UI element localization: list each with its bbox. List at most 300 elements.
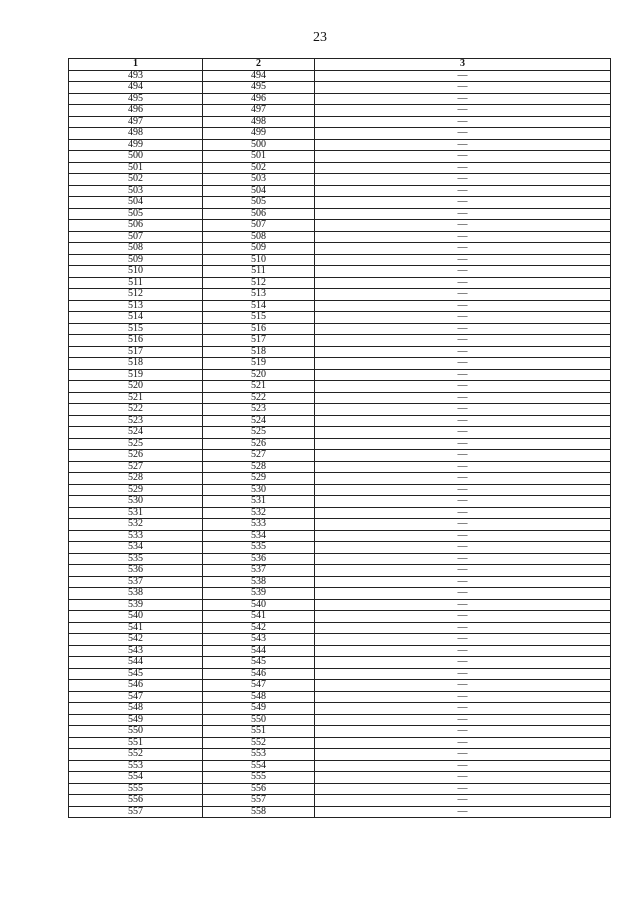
table-cell-col1: 497 (69, 116, 203, 128)
table-row (69, 611, 611, 623)
table-cell-col2: 514 (203, 300, 315, 312)
table-row (69, 139, 611, 151)
table-cell-col1: 507 (69, 231, 203, 243)
dash-mark: — (457, 576, 468, 587)
table-row (69, 519, 611, 531)
table-row (69, 128, 611, 140)
dash-mark: — (457, 438, 468, 449)
column-header-1: 1 (69, 59, 203, 71)
table-cell-col1: 503 (69, 185, 203, 197)
table-cell-col3 (315, 185, 611, 197)
table-cell-col3 (315, 599, 611, 611)
table-cell-col3 (315, 162, 611, 174)
table-cell-col3 (315, 404, 611, 416)
table-cell-col2: 515 (203, 312, 315, 324)
table-cell-col1: 541 (69, 622, 203, 634)
table-cell-col3 (315, 277, 611, 289)
table-cell-col3 (315, 473, 611, 485)
table-cell-col2: 544 (203, 645, 315, 657)
table-cell-col2: 499 (203, 128, 315, 140)
dash-mark: — (457, 783, 468, 794)
dash-mark: — (457, 794, 468, 806)
table-cell-col2: 528 (203, 461, 315, 473)
table-cell-col2: 496 (203, 93, 315, 105)
table-cell-col1: 498 (69, 128, 203, 140)
table-cell-col2: 546 (203, 668, 315, 680)
dash-mark: — (457, 150, 468, 162)
table-cell-col3 (315, 703, 611, 715)
dash-mark: — (457, 116, 468, 127)
table-cell-col1: 547 (69, 691, 203, 703)
dash-mark: — (457, 392, 468, 403)
table-cell-col1: 550 (69, 726, 203, 738)
dash-mark: — (457, 633, 468, 645)
dash-mark: — (457, 288, 468, 300)
table-row (69, 599, 611, 611)
table-row (69, 645, 611, 657)
table-cell-col3 (315, 760, 611, 772)
dash-mark: — (457, 725, 468, 737)
table-cell-col1: 533 (69, 530, 203, 542)
dash-mark: — (457, 553, 468, 564)
table-cell-col3 (315, 461, 611, 473)
table-header-row (69, 59, 611, 71)
table-cell-col2: 518 (203, 346, 315, 358)
dash-mark: — (457, 162, 468, 173)
table-cell-col2: 548 (203, 691, 315, 703)
table-cell-col1: 494 (69, 82, 203, 94)
dash-mark: — (457, 760, 468, 771)
table-cell-col3 (315, 507, 611, 519)
table-row (69, 726, 611, 738)
table-cell-col2: 513 (203, 289, 315, 301)
table-row (69, 335, 611, 347)
table-row (69, 553, 611, 565)
table-cell-col2: 543 (203, 634, 315, 646)
table-cell-col2: 530 (203, 484, 315, 496)
table-cell-col2: 540 (203, 599, 315, 611)
table-cell-col2: 552 (203, 737, 315, 749)
dash-mark: — (457, 461, 468, 472)
table-cell-col3 (315, 266, 611, 278)
table-cell-col2: 498 (203, 116, 315, 128)
table-row (69, 312, 611, 324)
table-cell-col3 (315, 519, 611, 531)
table-cell-col2: 506 (203, 208, 315, 220)
table-cell-col3 (315, 139, 611, 151)
table-cell-col2: 554 (203, 760, 315, 772)
table-cell-col3 (315, 312, 611, 324)
table-cell-col2: 551 (203, 726, 315, 738)
table-cell-col3 (315, 105, 611, 117)
table-cell-col1: 504 (69, 197, 203, 209)
table-cell-col1: 555 (69, 783, 203, 795)
dash-mark: — (457, 300, 468, 311)
table-cell-col3 (315, 254, 611, 266)
table-cell-col1: 511 (69, 277, 203, 289)
table-cell-col1: 542 (69, 634, 203, 646)
table-cell-col3 (315, 243, 611, 255)
dash-mark: — (457, 81, 468, 93)
table-cell-col1: 535 (69, 553, 203, 565)
table-cell-col1: 508 (69, 243, 203, 255)
table-cell-col3 (315, 588, 611, 600)
table-cell-col3 (315, 542, 611, 554)
dash-mark: — (457, 564, 468, 576)
table-cell-col2: 524 (203, 415, 315, 427)
table-cell-col2: 526 (203, 438, 315, 450)
table-row (69, 783, 611, 795)
table-cell-col3 (315, 346, 611, 358)
table-row (69, 668, 611, 680)
table-cell-col3 (315, 300, 611, 312)
dash-mark: — (457, 403, 468, 415)
table-cell-col2: 516 (203, 323, 315, 335)
table-row (69, 795, 611, 807)
dash-mark: — (457, 472, 468, 484)
table-cell-col1: 500 (69, 151, 203, 163)
table-cell-col3 (315, 392, 611, 404)
page-number: 23 (313, 30, 327, 45)
table-cell-col1: 554 (69, 772, 203, 784)
dash-mark: — (457, 771, 468, 783)
dash-mark: — (457, 599, 468, 610)
table-row (69, 82, 611, 94)
table-cell-col3 (315, 576, 611, 588)
table-row (69, 369, 611, 381)
table-cell-col2: 541 (203, 611, 315, 623)
table-row (69, 70, 611, 82)
dash-mark: — (457, 415, 468, 426)
table-row (69, 404, 611, 416)
dash-mark: — (457, 254, 468, 265)
dash-mark: — (457, 346, 468, 357)
table-row (69, 277, 611, 289)
table-row (69, 461, 611, 473)
table-cell-col2: 507 (203, 220, 315, 232)
table-cell-col2: 529 (203, 473, 315, 485)
table-cell-col1: 513 (69, 300, 203, 312)
dash-mark: — (457, 357, 468, 369)
table-cell-col1: 493 (69, 70, 203, 82)
table-cell-col2: 502 (203, 162, 315, 174)
table-cell-col1: 530 (69, 496, 203, 508)
dash-mark: — (457, 656, 468, 668)
table-cell-col2: 519 (203, 358, 315, 370)
table-row (69, 565, 611, 577)
table-cell-col1: 520 (69, 381, 203, 393)
table-cell-col1: 531 (69, 507, 203, 519)
table-row (69, 714, 611, 726)
dash-mark: — (457, 334, 468, 346)
table-cell-col2: 503 (203, 174, 315, 186)
dash-mark: — (457, 645, 468, 656)
table-cell-col3 (315, 530, 611, 542)
table-cell-col1: 552 (69, 749, 203, 761)
table-cell-col2: 494 (203, 70, 315, 82)
dash-mark: — (457, 484, 468, 495)
table-cell-col2: 522 (203, 392, 315, 404)
table-cell-col1: 525 (69, 438, 203, 450)
table-row (69, 151, 611, 163)
table-row (69, 530, 611, 542)
table-cell-col3 (315, 622, 611, 634)
dash-mark: — (457, 748, 468, 760)
table-cell-col1: 496 (69, 105, 203, 117)
table-cell-col3 (315, 565, 611, 577)
dash-mark: — (457, 139, 468, 150)
table-row (69, 243, 611, 255)
table-row (69, 254, 611, 266)
table-row (69, 93, 611, 105)
table-cell-col1: 528 (69, 473, 203, 485)
table-cell-col3 (315, 208, 611, 220)
table-row (69, 496, 611, 508)
dash-mark: — (457, 323, 468, 334)
dash-mark: — (457, 208, 468, 219)
table-cell-col2: 511 (203, 266, 315, 278)
table-cell-col3 (315, 772, 611, 784)
table-cell-col3 (315, 714, 611, 726)
data-table (68, 58, 611, 818)
table-cell-col2: 534 (203, 530, 315, 542)
table-cell-col1: 548 (69, 703, 203, 715)
table-cell-col1: 524 (69, 427, 203, 439)
dash-mark: — (457, 495, 468, 507)
table-cell-col3 (315, 438, 611, 450)
table-row (69, 772, 611, 784)
table-cell-col3 (315, 611, 611, 623)
dash-mark: — (457, 311, 468, 323)
table-cell-col3 (315, 231, 611, 243)
dash-mark: — (457, 369, 468, 380)
table-cell-col1: 516 (69, 335, 203, 347)
table-cell-col2: 538 (203, 576, 315, 588)
table-cell-col2: 547 (203, 680, 315, 692)
table-cell-col3 (315, 369, 611, 381)
table-cell-col2: 505 (203, 197, 315, 209)
table-cell-col1: 505 (69, 208, 203, 220)
table-row (69, 438, 611, 450)
table-row (69, 634, 611, 646)
table-cell-col3 (315, 323, 611, 335)
table-cell-col1: 522 (69, 404, 203, 416)
table-cell-col3 (315, 427, 611, 439)
table-row (69, 622, 611, 634)
column-header-2: 2 (203, 59, 315, 71)
dash-mark: — (457, 277, 468, 288)
table-cell-col3 (315, 358, 611, 370)
dash-mark: — (457, 587, 468, 599)
table-cell-col2: 531 (203, 496, 315, 508)
dash-mark: — (457, 737, 468, 748)
table-cell-col3 (315, 737, 611, 749)
table-row (69, 185, 611, 197)
table-cell-col1: 509 (69, 254, 203, 266)
table-cell-col1: 549 (69, 714, 203, 726)
table-cell-col1: 502 (69, 174, 203, 186)
column-header-3: 3 (315, 59, 611, 71)
table-cell-col1: 512 (69, 289, 203, 301)
table-cell-col3 (315, 645, 611, 657)
table-cell-col3 (315, 335, 611, 347)
table-cell-col3 (315, 174, 611, 186)
table-cell-col1: 529 (69, 484, 203, 496)
table-cell-col2: 521 (203, 381, 315, 393)
table-cell-col1: 545 (69, 668, 203, 680)
table-cell-col2: 542 (203, 622, 315, 634)
table-cell-col2: 556 (203, 783, 315, 795)
table-cell-col1: 510 (69, 266, 203, 278)
table-row (69, 105, 611, 117)
table-row (69, 473, 611, 485)
table-cell-col2: 520 (203, 369, 315, 381)
table-cell-col2: 535 (203, 542, 315, 554)
table-cell-col1: 517 (69, 346, 203, 358)
table-row (69, 806, 611, 818)
table-row (69, 266, 611, 278)
table-row (69, 220, 611, 232)
table-row (69, 484, 611, 496)
dash-mark: — (457, 70, 468, 81)
table-cell-col2: 532 (203, 507, 315, 519)
table-cell-col2: 509 (203, 243, 315, 255)
table-row (69, 507, 611, 519)
table-cell-col2: 553 (203, 749, 315, 761)
table-row (69, 162, 611, 174)
table-row (69, 116, 611, 128)
table-row (69, 588, 611, 600)
table-row (69, 197, 611, 209)
dash-mark: — (457, 104, 468, 116)
table-cell-col1: 501 (69, 162, 203, 174)
table-row (69, 576, 611, 588)
table-cell-col1: 515 (69, 323, 203, 335)
dash-mark: — (457, 668, 468, 679)
table-cell-col3 (315, 450, 611, 462)
table-cell-col3 (315, 128, 611, 140)
table-cell-col3 (315, 795, 611, 807)
table-row (69, 300, 611, 312)
table-cell-col1: 534 (69, 542, 203, 554)
dash-mark: — (457, 679, 468, 691)
dash-mark: — (457, 541, 468, 553)
table-cell-col3 (315, 553, 611, 565)
dash-mark: — (457, 380, 468, 392)
table-cell-col2: 523 (203, 404, 315, 416)
table-row (69, 358, 611, 370)
table-cell-col2: 512 (203, 277, 315, 289)
dash-mark: — (457, 196, 468, 208)
table-row (69, 737, 611, 749)
dash-mark: — (457, 265, 468, 277)
table-cell-col1: 495 (69, 93, 203, 105)
dash-mark: — (457, 530, 468, 541)
table-cell-col3 (315, 151, 611, 163)
table-cell-col2: 537 (203, 565, 315, 577)
table-row (69, 381, 611, 393)
table-cell-col3 (315, 691, 611, 703)
table-cell-col2: 550 (203, 714, 315, 726)
table-cell-col2: 525 (203, 427, 315, 439)
dash-mark: — (457, 173, 468, 185)
table-cell-col2: 539 (203, 588, 315, 600)
table-row (69, 415, 611, 427)
table-row (69, 231, 611, 243)
table-row (69, 208, 611, 220)
table-row (69, 680, 611, 692)
table-cell-col2: 497 (203, 105, 315, 117)
table-cell-col2: 557 (203, 795, 315, 807)
dash-mark: — (457, 231, 468, 242)
table-cell-col3 (315, 749, 611, 761)
table-row (69, 691, 611, 703)
table-cell-col2: 536 (203, 553, 315, 565)
table-cell-col2: 508 (203, 231, 315, 243)
table-cell-col1: 544 (69, 657, 203, 669)
table-cell-col3 (315, 680, 611, 692)
table-cell-col1: 556 (69, 795, 203, 807)
table-cell-col1: 521 (69, 392, 203, 404)
table-cell-col1: 506 (69, 220, 203, 232)
table-cell-col1: 553 (69, 760, 203, 772)
table-cell-col1: 526 (69, 450, 203, 462)
dash-mark: — (457, 449, 468, 461)
table-cell-col3 (315, 726, 611, 738)
table-row (69, 703, 611, 715)
table-cell-col2: 549 (203, 703, 315, 715)
table-cell-col2: 545 (203, 657, 315, 669)
table-cell-col1: 546 (69, 680, 203, 692)
table-cell-col2: 527 (203, 450, 315, 462)
table-cell-col1: 539 (69, 599, 203, 611)
table-row (69, 657, 611, 669)
table-cell-col3 (315, 806, 611, 818)
table-cell-col1: 518 (69, 358, 203, 370)
dash-mark: — (457, 219, 468, 231)
table-cell-col2: 555 (203, 772, 315, 784)
table-cell-col3 (315, 484, 611, 496)
table-cell-col1: 543 (69, 645, 203, 657)
table-cell-col2: 517 (203, 335, 315, 347)
table-cell-col3 (315, 197, 611, 209)
table-cell-col1: 551 (69, 737, 203, 749)
table-cell-col1: 514 (69, 312, 203, 324)
dash-mark: — (457, 127, 468, 139)
table-cell-col1: 537 (69, 576, 203, 588)
table-cell-col3 (315, 668, 611, 680)
dash-mark: — (457, 426, 468, 438)
table-cell-col2: 533 (203, 519, 315, 531)
dash-mark: — (457, 518, 468, 530)
dash-mark: — (457, 702, 468, 714)
dash-mark: — (457, 806, 468, 817)
table-row (69, 427, 611, 439)
dash-mark: — (457, 507, 468, 518)
table-row (69, 392, 611, 404)
table-row (69, 542, 611, 554)
table-row (69, 749, 611, 761)
table-cell-col2: 510 (203, 254, 315, 266)
table-cell-col2: 501 (203, 151, 315, 163)
table-cell-col3 (315, 657, 611, 669)
dash-mark: — (457, 93, 468, 104)
table-cell-col1: 523 (69, 415, 203, 427)
table-cell-col3 (315, 415, 611, 427)
table-cell-col3 (315, 93, 611, 105)
table-cell-col3 (315, 289, 611, 301)
dash-mark: — (457, 714, 468, 725)
